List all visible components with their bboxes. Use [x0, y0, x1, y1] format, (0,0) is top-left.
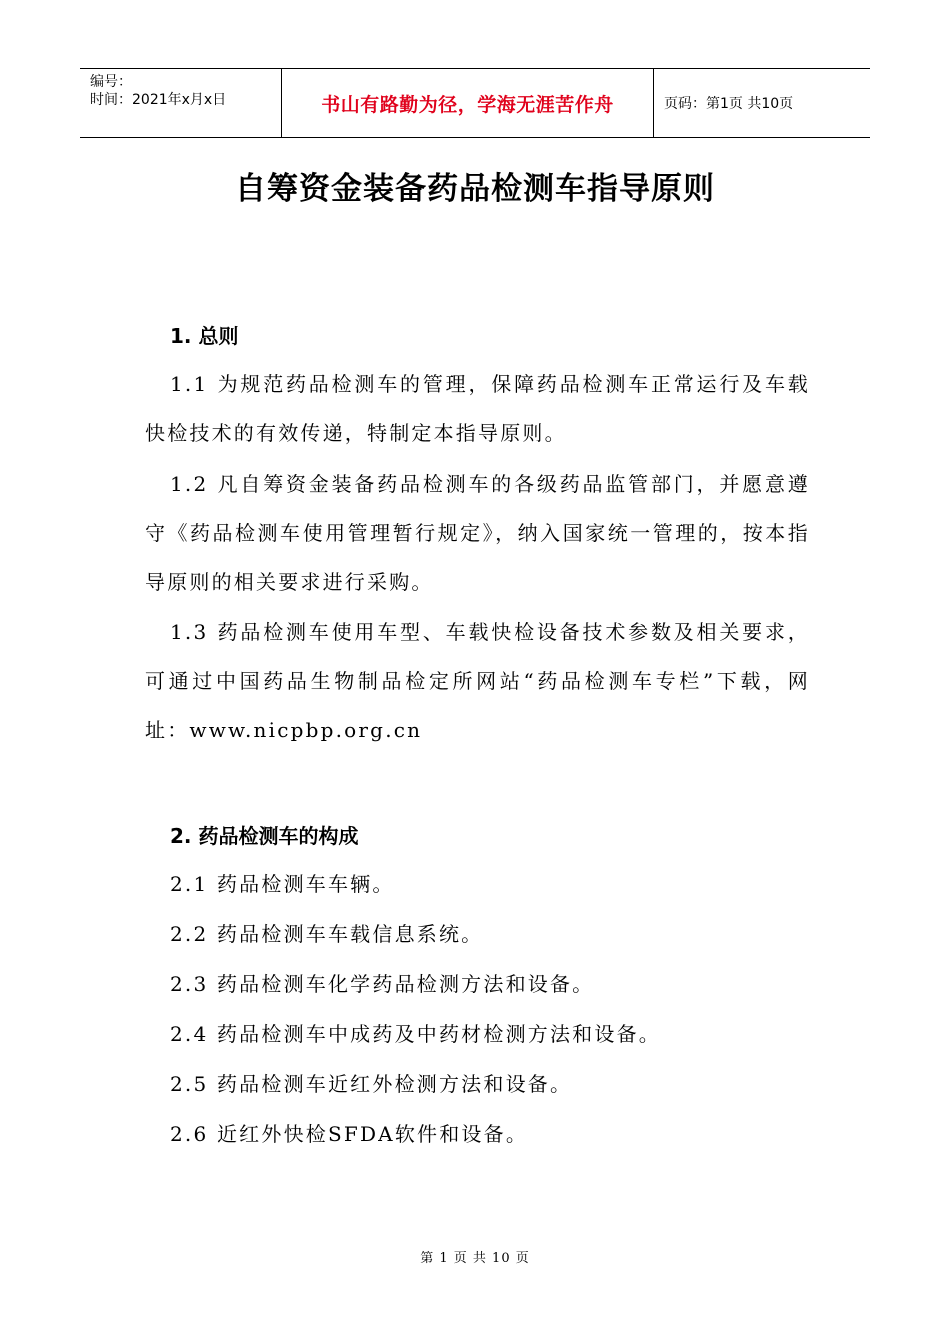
- header-motto: 书山有路勤为径，学海无涯苦作舟: [281, 69, 654, 137]
- document-date: 时间：2021年x月x日: [90, 92, 227, 108]
- paragraph: 1.2 凡自筹资金装备药品检测车的各级药品监管部门，并愿意遵守《药品检测车使用管理暂行规定》，纳入国家统一管理的，按本指导原则的相关要求进行采购。: [145, 472, 810, 594]
- paragraph: 1.3 药品检测车使用车型、车载快检设备技术参数及相关要求，可通过中国药品生物制品检定所网站“药品检测车专栏”下载，网址：www.nicpbp.org.cn: [145, 620, 810, 742]
- list-item: 2.4 药品检测车中成药及中药材检测方法和设备。: [170, 1022, 661, 1046]
- section-heading: 2. 药品检测车的构成: [170, 824, 359, 848]
- section-heading: 1. 总则: [170, 324, 239, 348]
- document-number-label: 编号：: [90, 74, 132, 90]
- list-item: 2.6 近红外快检SFDA软件和设备。: [170, 1122, 529, 1146]
- list-item: 2.1 药品检测车车辆。: [170, 872, 395, 896]
- document-title: 自筹资金装备药品检测车指导原则: [235, 171, 715, 207]
- list-item: 2.2 药品检测车车载信息系统。: [170, 922, 484, 946]
- list-item: 2.5 药品检测车近红外检测方法和设备。: [170, 1072, 573, 1096]
- list-item: 2.3 药品检测车化学药品检测方法和设备。: [170, 972, 595, 996]
- page-header: [80, 68, 870, 138]
- paragraph: 1.1 为规范药品检测车的管理，保障药品检测车正常运行及车载快检技术的有效传递，特制定本指导原则。: [145, 372, 810, 445]
- page-footer: 第 1 页 共 10 页: [420, 1251, 530, 1266]
- header-page-info: 页码：第1页 共10页: [664, 96, 794, 112]
- header-meta: [80, 69, 281, 137]
